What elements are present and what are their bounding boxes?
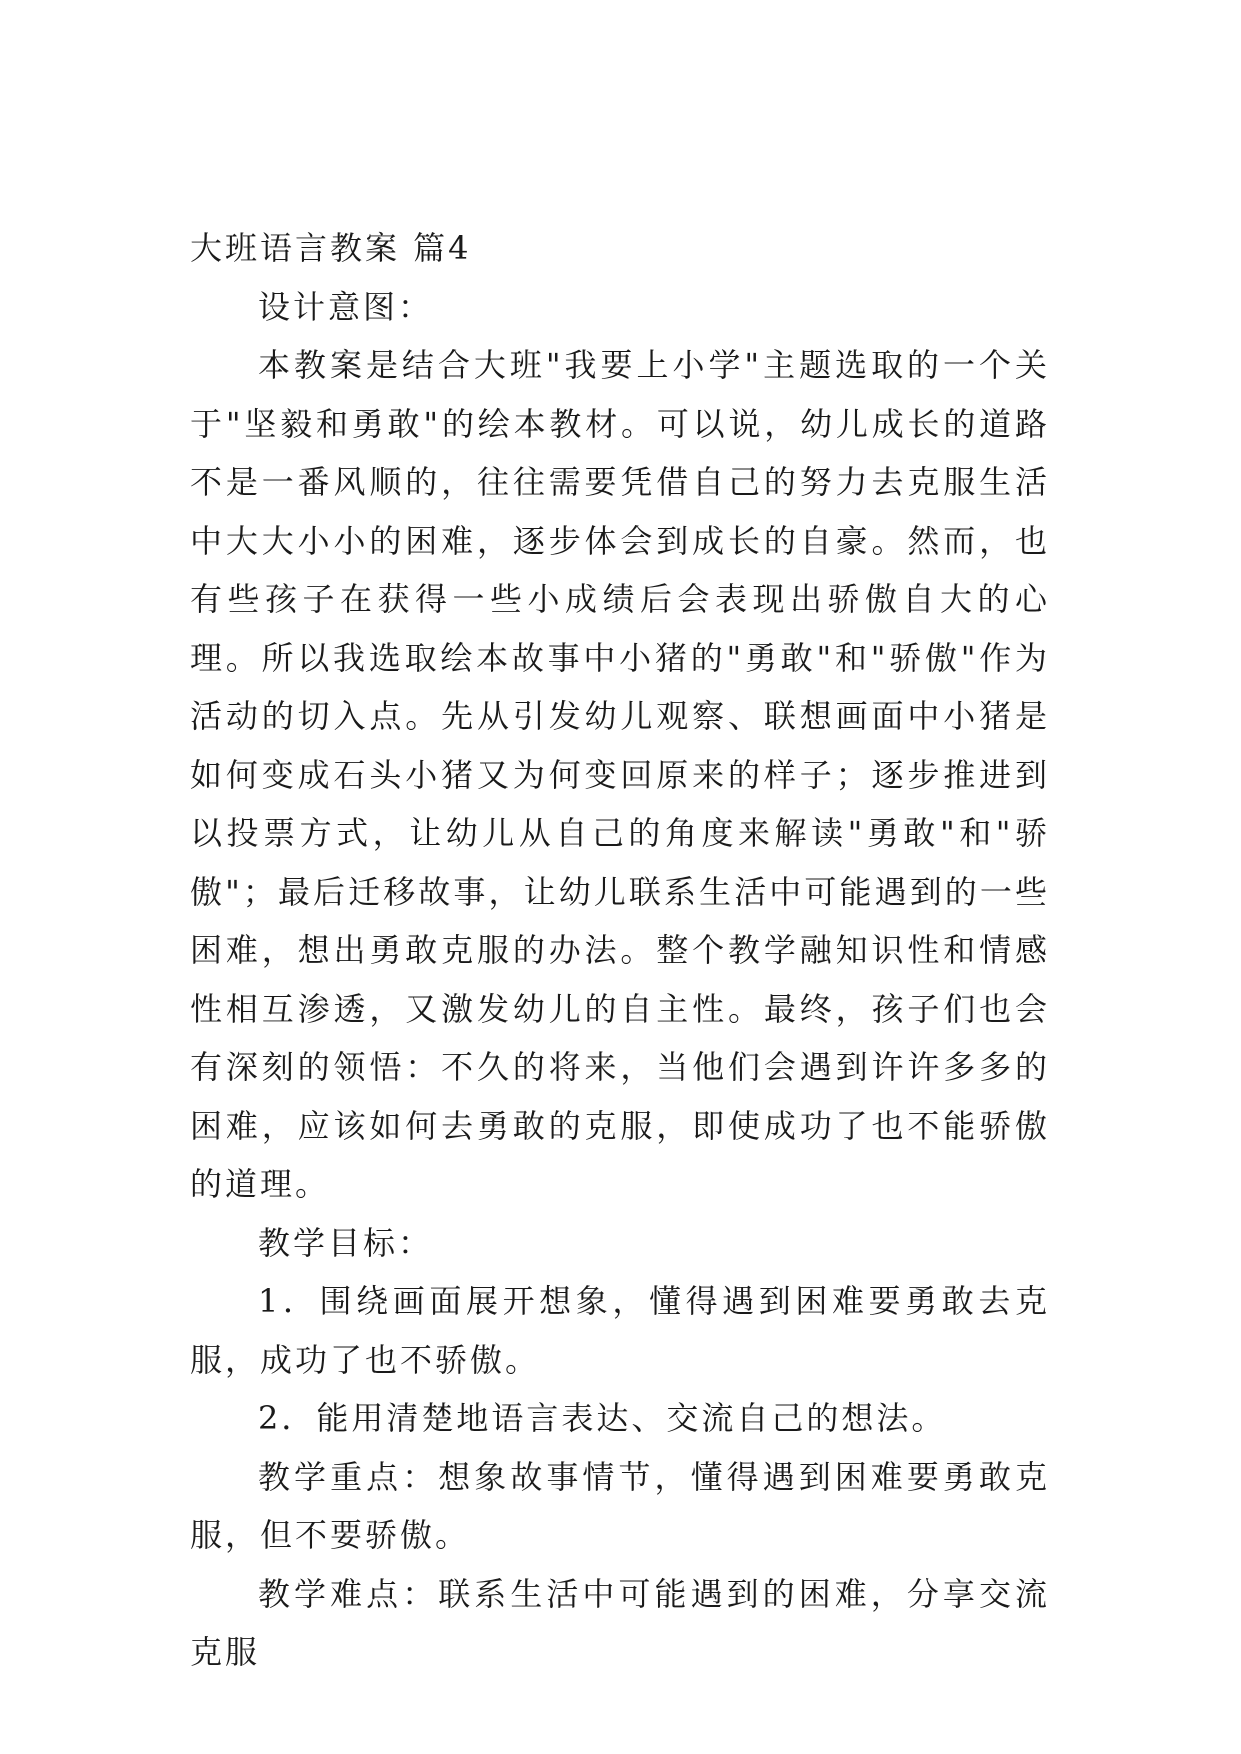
teaching-goals-heading: 教学目标： bbox=[258, 1223, 434, 1262]
teaching-key-point: 教学重点：想象故事情节，懂得遇到困难要勇敢克服，但不要骄傲。 bbox=[190, 1457, 1050, 1554]
document-title: 大班语言教案 篇4 bbox=[190, 229, 472, 267]
teaching-difficulty: 教学难点：联系生活中可能遇到的困难，分享交流克服 bbox=[190, 1574, 1050, 1671]
teaching-goal-2: 2．能用清楚地语言表达、交流自己的想法。 bbox=[258, 1399, 947, 1437]
design-intent-paragraph: 本教案是结合大班"我要上小学"主题选取的一个关于"坚毅和勇敢"的绘本教材。可以说，幼儿成长的道路不是一番风顺的，往往需要凭借自己的努力去克服生活中大大小小的困难，逐步体会到成长的自豪。然而，也有些孩子在获得一些小成绩后会表现出骄傲自大的心理。所以我选取绘本故事中小猪的"勇敢"和"骄傲"作为活动的切入点。先从引发幼儿观察、联想画面中小猪是如何变成石头小猪又为何变回原来的样子；逐步推进到以投票方式，让幼儿从自己的角度来解读"勇敢"和"骄傲"；最后迁移故事，让幼儿联系生活中可能遇到的一些困难，想出勇敢克服的办法。整个教学融知识性和情感性相互渗透，又激发幼儿的自主性。最终，孩子们也会有深刻的领悟：不久的将来，当他们会遇到许许多多的困难，应该如何去勇敢的克服，即使成功了也不能骄傲的道理。 bbox=[190, 346, 1050, 1203]
document-body bbox=[190, 219, 1050, 1682]
design-intent-heading: 设计意图： bbox=[258, 287, 434, 326]
teaching-goal-1: 1．围绕画面展开想象，懂得遇到困难要勇敢去克服，成功了也不骄傲。 bbox=[190, 1282, 1050, 1379]
